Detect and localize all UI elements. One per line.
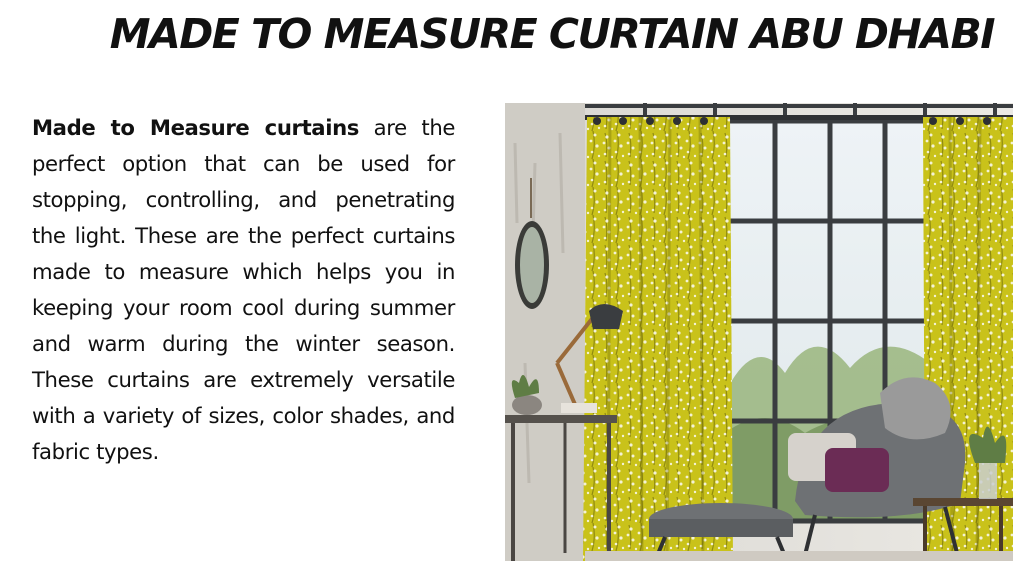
description-bold-lead: Made to Measure curtains [32,115,359,140]
floor [585,551,1013,561]
page-title: MADE TO MEASURE CURTAIN ABU DHABI [109,10,994,58]
cushion-purple [825,448,889,492]
description-body: are the perfect option that can be used for stopping, controlling, and penetrating the light. These are the perfect curtains made to measure which helps you in keeping your room cool during summer and warm during the winter season. These curtains are extremely versatile with a variety of sizes, color shades, and fabric types. [32,115,455,464]
left-curtain [583,117,733,561]
description-paragraph [32,110,455,470]
curtain-room-photo [505,103,1013,561]
books [561,403,597,413]
